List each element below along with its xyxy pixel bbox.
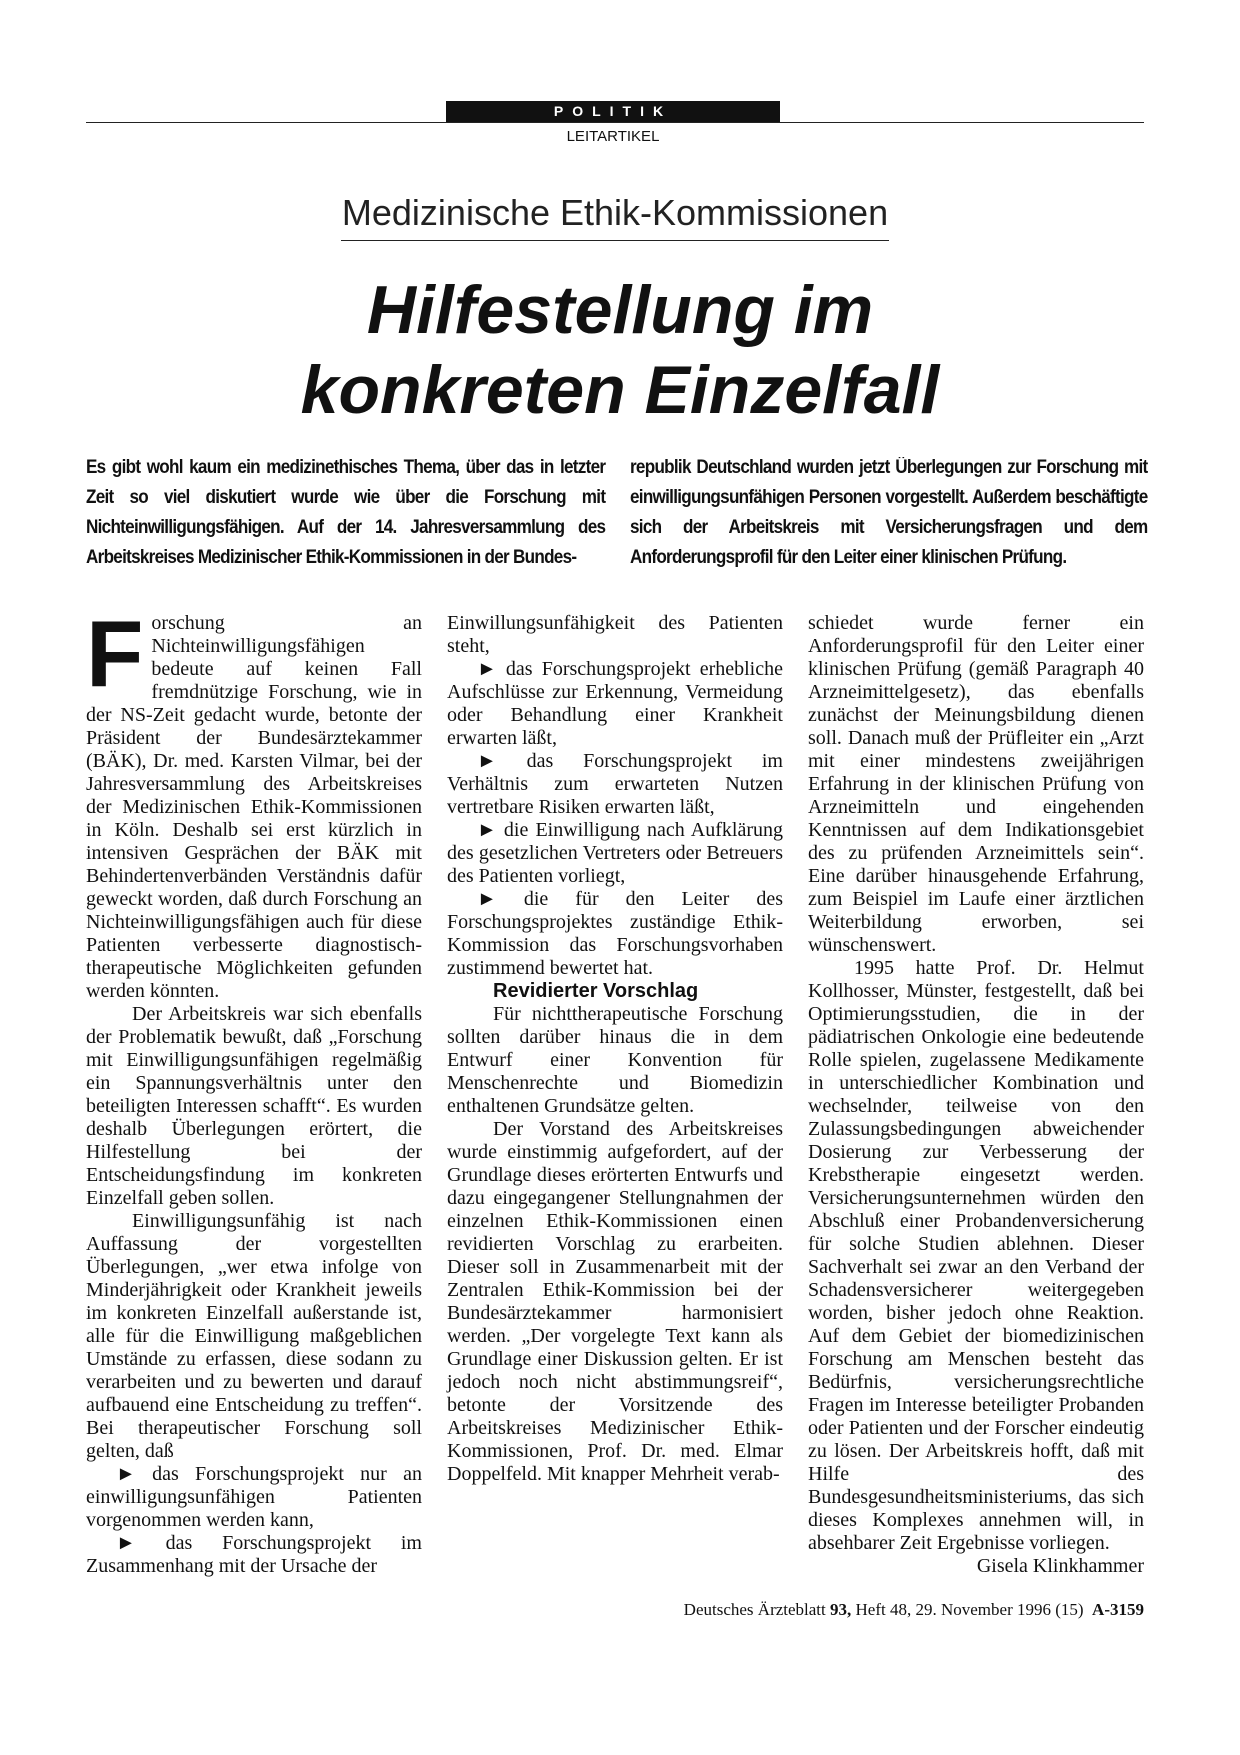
author-name: Gisela Klinkhammer (976, 1555, 1144, 1577)
page-number: A-3159 (1092, 1600, 1144, 1619)
body-paragraph: Einwilligungsunfähig ist nach Auffassung der vorgestellten Überlegungen, „wer etwa infolge von Minderjährigkeit oder Krankheit jeweils im konkreten Einzelfall außerstande ist, alle für die Einwilligung maßgeblichen Umstände zu erfassen, diese sodann zu verarbeiten und zu bewerten und darauf aufbauend eine Entscheidung zu treffen“. Bei therapeutischer Forschung soll gelten, daß (86, 1210, 422, 1462)
article-headline (140, 270, 1100, 430)
body-paragraph-continued: schiedet wurde ferner ein Anforderungsprofil für den Leiter einer klinischen Prüfung (gemäß Paragraph 40 Arzneimittelgesetz), das ebenfalls zunächst der Meinungsbildung dienen soll. Danach muß der Prüfleiter ein „Arzt mit einer mindestens zweijährigen Erfahrung in der klinischen Prüfung von Arzneimitteln und eingehenden Kenntnissen auf dem Indikationsgebiet des zu prüfenden Arzneimittels sein“. Eine darüber hinausgehende Erfahrung, zum Beispiel im Laufe einer ärztlichen Weiterbildung erworben, sei wünschenswert. (808, 612, 1144, 956)
paragraph-text: 1995 hatte Prof. Dr. Helmut Kollhosser, Münster, festgestellt, daß bei Optimierungsstudien, die in der pädiatrischen Onkologie eine bedeutende Rolle spielen, zugelassene Medikamente in unterschiedlicher Kombination und wechselnder, teilweise von den Zulassungsbedingungen abweichender Dosierung zur Verbesserung der Krebstherapie eingesetzt werden. Versicherungsunternehmen würden den Abschluß einer Probandenversicherung für solche Studien ablehnen. Dieser Sachverhalt sei zwar an den Verband der Schadensversicherer weitergegeben worden, bisher jedoch ohne Reaktion. Auf dem Gebiet der biomedizinischen Forschung am Menschen besteht das Bedürfnis, versicherungsrechtliche Fragen im Interesse beteiligter Probanden oder Patienten und der Forscher eindeutig zu lösen. Der Arbeitskreis hofft, daß mit Hilfe des Bundesgesundheitsministeriums, das sich dieses Komplexes annehmen will, in absehbarer Zeit Ergebnisse vorliegen. (808, 957, 1144, 1554)
section-rubric: POLITIK (446, 101, 780, 122)
subheading: Revidierter Vorschlag (493, 980, 699, 1002)
kicker-rule (341, 240, 889, 241)
bullet-item: ► das Forschungsprojekt im Zusammenhang mit der Ursache der (86, 1532, 422, 1577)
body-paragraph (86, 601, 422, 1003)
header-rule (86, 122, 1144, 123)
page-footer (684, 1600, 1144, 1620)
lead-right: republik Deutschland wurden jetzt Überlegungen zur Forschung mit einwilligungsunfähigen Personen vorgestellt. Außerdem beschäftigte sich der Arbeitskreis mit Versicherungsfragen und dem Anforderungsprofil für den Leiter einer klinischen Prüfung. (630, 457, 1148, 568)
bullet-item: ► das Forschungsprojekt im Verhältnis zum erwarteten Nutzen vertretbare Risiken erwarten läßt, (447, 750, 783, 818)
body-column-3 (808, 612, 1144, 1578)
body-paragraph (808, 957, 1144, 1577)
body-column-2 (447, 612, 783, 1486)
section-subrubric: LEITARTIKEL (566, 128, 660, 145)
lead-left: Es gibt wohl kaum ein medizinethisches Thema, über das in letzter Zeit so viel diskutiert wurde wie über die Forschung mit Nichteinwilligungsfähigen. Auf der 14. Jahresversammlung des Arbeitskreises Medizinischer Ethik-Kommissionen in der Bundes- (86, 457, 606, 568)
headline-line-2: konkreten Einzelfall (300, 352, 940, 428)
paragraph-text: orschung an Nichteinwilligungsfähigen bedeute auf keinen Fall fremdnützige Forschung, wie in der NS-Zeit gedacht wurde, betonte der Präsident der Bundesärztekammer (BÄK), Dr. med. Karsten Vilmar, bei der Jahresversammlung des Arbeitskreises der Medizinischen Ethik-Kommissionen in Köln. Deshalb sei erst kürzlich in intensiven Gesprächen der BÄK mit Behindertenverbänden Verständnis dafür geweckt worden, daß durch Forschung an Nichteinwilligungsfähigen auch für diese Patienten verbesserte diagnostisch-therapeutische Möglichkeiten gefunden werden könnten. (86, 612, 422, 1002)
bullet-item: ► die für den Leiter des Forschungsprojektes zuständige Ethik-Kommission das Forschungsvorhaben zustimmend bewertet hat. (447, 888, 783, 979)
headline-line-1: Hilfestellung im (366, 272, 874, 348)
article-kicker: Medizinische Ethik-Kommissionen (341, 192, 889, 233)
journal-name: Deutsches Ärzteblatt (683, 1600, 826, 1619)
body-paragraph: Für nichttherapeutische Forschung sollten darüber hinaus die in dem Entwurf einer Konvention für Menschenrechte und Biomedizin enthaltenen Grundsätze gelten. (447, 1003, 783, 1117)
bullet-item: ► die Einwilligung nach Aufklärung des gesetzlichen Vertreters oder Betreuers des Patienten vorliegt, (447, 819, 783, 887)
journal-volume: 93, (830, 1600, 852, 1619)
drop-cap: F (86, 601, 144, 706)
bullet-item: ► das Forschungsprojekt nur an einwilligungsunfähigen Patienten vorgenommen werden kann, (86, 1463, 422, 1531)
body-paragraph: Der Arbeitskreis war sich ebenfalls der Problematik bewußt, daß „Forschung mit Einwilligungsunfähigen regelmäßig ein Spannungsverhältnis unter den beteiligten Interessen schafft“. Es wurden deshalb Überlegungen erörtert, die Hilfestellung bei der Entscheidungsfindung im konkreten Einzelfall geben sollen. (86, 1003, 422, 1209)
bullet-item: ► das Forschungsprojekt erhebliche Aufschlüsse zur Erkennung, Vermeidung oder Behandlung einer Krankheit erwarten läßt, (447, 658, 783, 749)
body-paragraph: Der Vorstand des Arbeitskreises wurde einstimmig aufgefordert, auf der Grundlage dieses erörterten Entwurfs und dazu eingegangener Stellungnahmen der einzelnen Ethik-Kommissionen einen revidierten Vorschlag zu erarbeiten. Dieser soll in Zusammenarbeit mit der Zentralen Ethik-Kommission bei der Bundesärztekammer harmonisiert werden. „Der vorgelegte Text kann als Grundlage einer Diskussion gelten. Er ist jedoch noch nicht abstimmungsreif“, betonte der Vorsitzende des Arbeitskreises Medizinischer Ethik-Kommissionen, Prof. Dr. med. Elmar Doppelfeld. Mit knapper Mehrheit verab- (447, 1118, 783, 1485)
journal-issue: Heft 48, 29. November 1996 (15) (855, 1600, 1084, 1619)
bullet-item-continued: Einwillungsunfähigkeit des Patienten steht, (447, 612, 783, 657)
body-column-1 (86, 601, 422, 1578)
